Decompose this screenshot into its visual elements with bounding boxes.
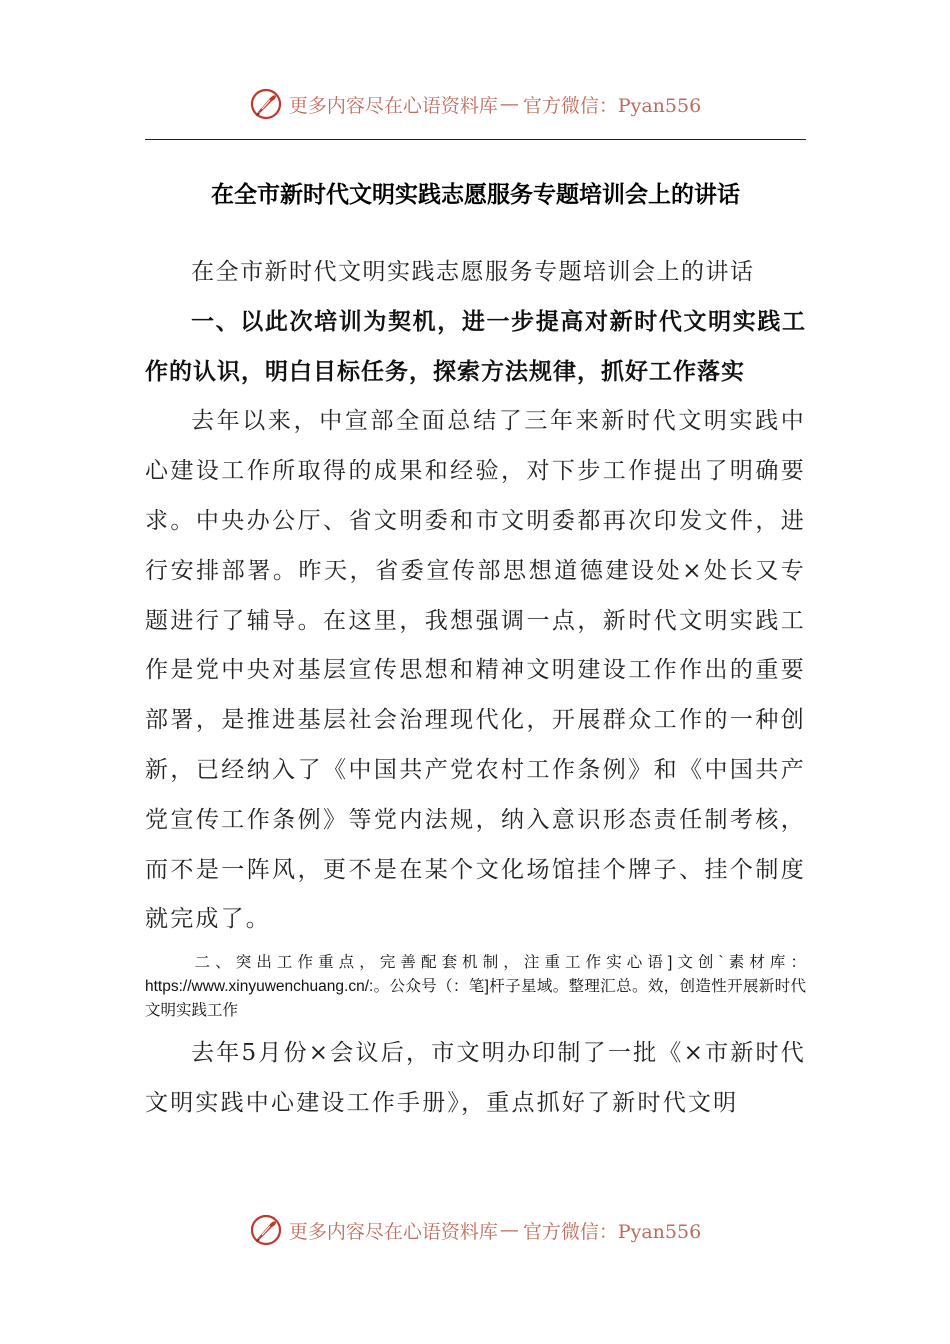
header-divider: [145, 139, 806, 140]
header-wechat-text: 官方微信：Pyan556: [522, 94, 702, 117]
footer-banner-text: 更多内容尽在心语资料库: [288, 1220, 498, 1243]
paragraph-1: 去年以来，中宣部全面总结了三年来新时代文明实践中心建设工作所取得的成果和经验，对下步工作提出了明确要求。中央办公厅、省文明委和市文明委都再次印发文件，进行安排部署。昨天，省委宣传部思想道德建设处×处长又专题进行了辅导。在这里，我想强调一点，新时代文明实践工作是党中央对基层宣传思想和精神文明建设工作作出的重要部署，是推进基层社会治理现代化，开展群众工作的一种创新，已经纳入了《中国共产党农村工作条例》和《中国共产党宣传工作条例》等党内法规，纳入意识形态责任制考核，而不是一阵风，更不是在某个文化场馆挂个牌子、挂个制度就完成了。: [145, 408, 806, 933]
document-body: [145, 248, 806, 1129]
header-banner-dash: —: [499, 93, 519, 115]
paragraph-2: 去年5月份×会议后，市文明办印制了一批《×市新时代文明实践中心建设工作手册》，重点抓好了新时代文明: [145, 1040, 806, 1116]
header-banner: [0, 84, 950, 124]
document-subtitle: 在全市新时代文明实践志愿服务专题培训会上的讲话: [191, 259, 755, 285]
document-title: 在全市新时代文明实践志愿服务专题培训会上的讲话: [211, 181, 740, 208]
footer-wechat-text: 官方微信：Pyan556: [522, 1220, 702, 1243]
quill-pen-logo-icon: [249, 1213, 283, 1247]
section-1-heading: 一、以此次培训为契机，进一步提高对新时代文明实践工作的认识，明白目标任务，探索方法规律，抓好工作落实: [145, 308, 806, 385]
footer-banner-dash: —: [499, 1219, 519, 1241]
quill-pen-logo-icon: [249, 87, 283, 121]
header-banner-text: 更多内容尽在心语资料库: [288, 94, 498, 117]
section-2-note: 二、突出工作重点，完善配套机制，注重工作实心语]文创`素材库：https://www.xinyuwenchuang.cn/:。公众号（：笔]杆子星域。整理汇总。效，创造性开展新时代文明实践工作: [145, 954, 806, 1020]
footer-banner: [0, 1210, 950, 1250]
